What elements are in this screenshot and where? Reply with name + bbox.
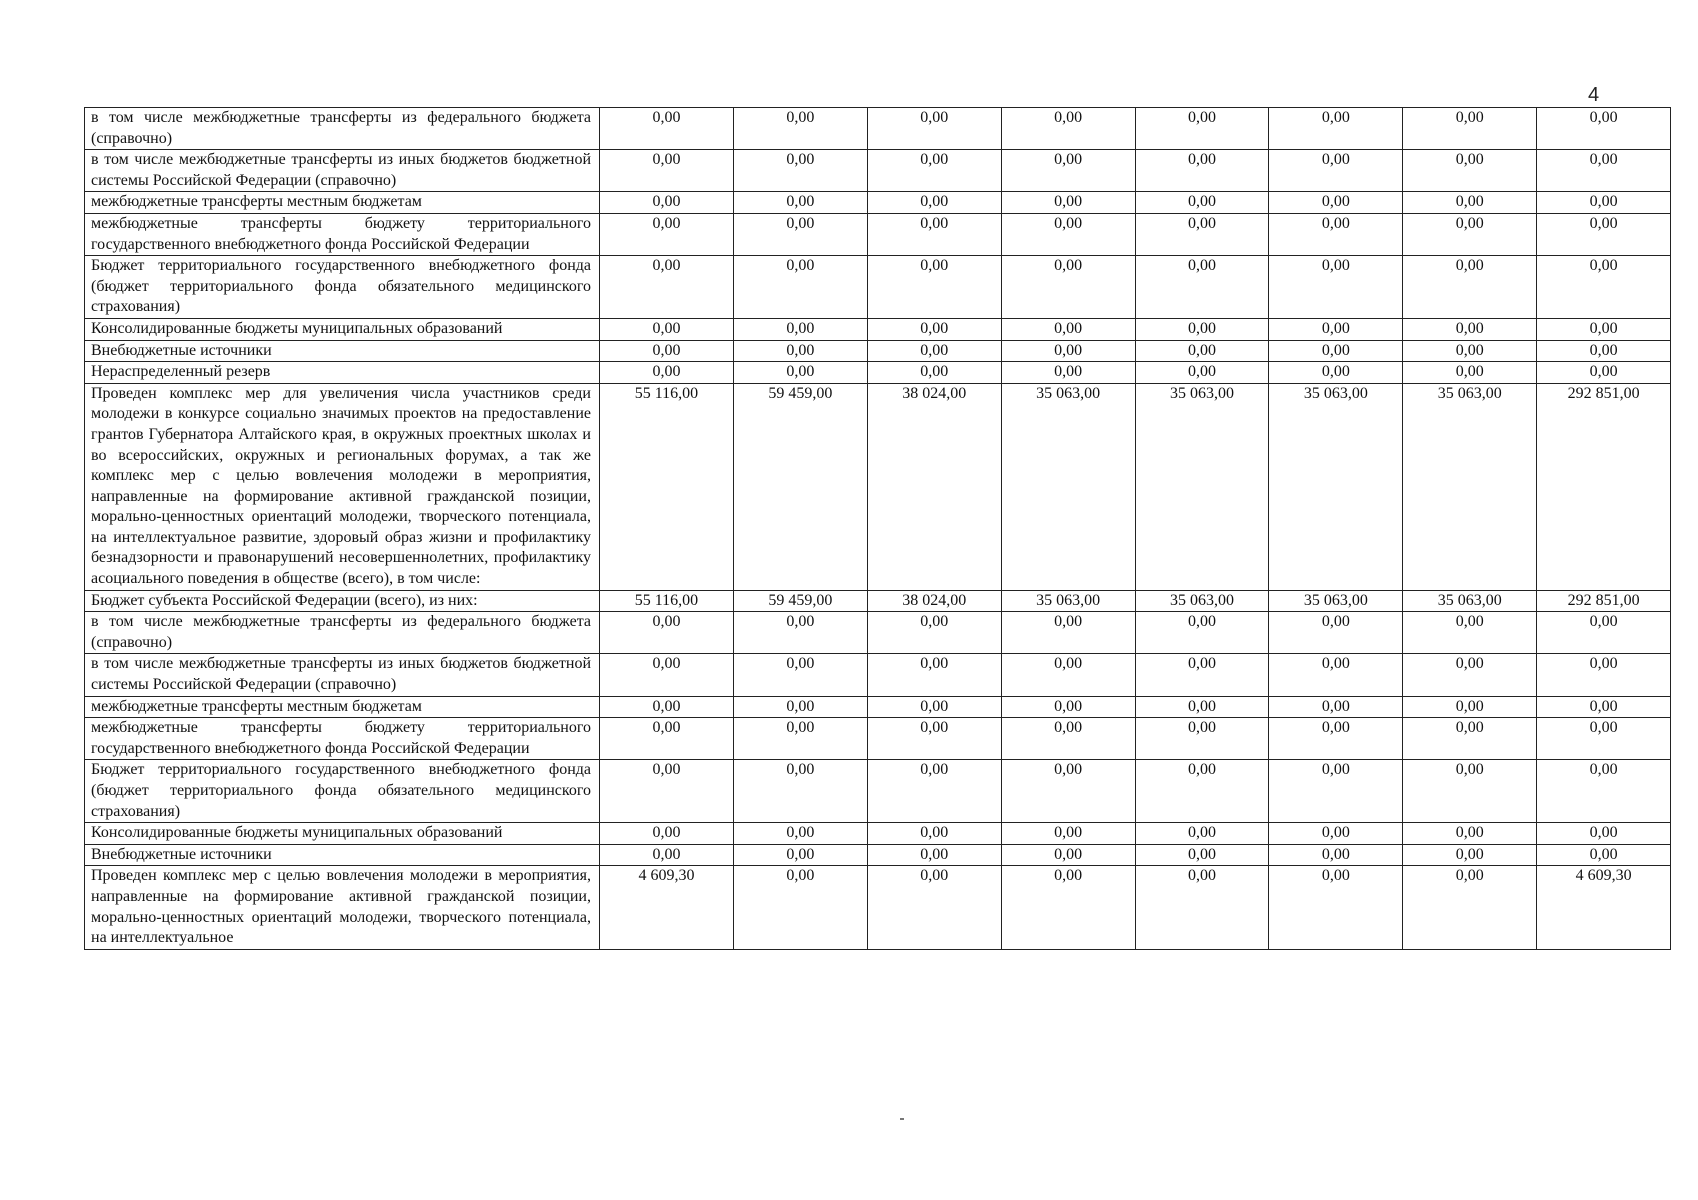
value-cell: 0,00 [600,108,734,150]
value-cell: 0,00 [1001,760,1135,823]
value-cell: 0,00 [867,318,1001,340]
value-cell: 0,00 [1269,340,1403,362]
row-label: Проведен комплекс мер для увеличения числа участников среди молодежи в конкурсе социально значимых проектов на предоставление грантов Губернатора Алтайского края, в окружных проектных школах и во всероссийских, окружных и региональных форумах, а так же комплекс мер с целью вовлечения молодежи в мероприятия, направленные на формирование активной гражданской позиции, морально-ценностных ориентаций молодежи, творческого потенциала, на интеллектуальное развитие, здоровый образ жизни и профилактику безнадзорности и правонарушений несовершеннолетних, профилактику асоциального поведения в обществе (всего), в том числе: [85,383,600,590]
value-cell: 0,00 [600,823,734,845]
table-row [85,866,1671,949]
value-cell: 0,00 [1135,318,1269,340]
value-cell: 0,00 [1001,340,1135,362]
value-cell: 35 063,00 [1001,383,1135,590]
value-cell: 59 459,00 [733,383,867,590]
value-cell: 0,00 [1135,150,1269,192]
value-cell: 0,00 [1269,823,1403,845]
row-label: Консолидированные бюджеты муниципальных образований [85,318,600,340]
value-cell: 0,00 [1001,696,1135,718]
value-cell: 0,00 [1001,108,1135,150]
value-cell: 0,00 [1403,823,1537,845]
row-label: Бюджет территориального государственного внебюджетного фонда (бюджет территориального фонда обязательного медицинского страхования) [85,760,600,823]
table-row [85,823,1671,845]
value-cell: 0,00 [1135,844,1269,866]
value-cell: 0,00 [600,256,734,319]
value-cell: 0,00 [733,213,867,255]
value-cell: 35 063,00 [1269,383,1403,590]
row-label: межбюджетные трансферты местным бюджетам [85,696,600,718]
stray-mark [900,1118,904,1120]
value-cell: 0,00 [867,866,1001,949]
value-cell: 292 851,00 [1537,590,1671,612]
value-cell: 0,00 [867,108,1001,150]
value-cell: 0,00 [1001,362,1135,384]
value-cell: 0,00 [600,654,734,696]
value-cell: 0,00 [733,718,867,760]
value-cell: 0,00 [1269,108,1403,150]
value-cell: 0,00 [1537,108,1671,150]
value-cell: 0,00 [733,696,867,718]
value-cell: 0,00 [867,192,1001,214]
value-cell: 0,00 [1001,192,1135,214]
table-row [85,362,1671,384]
value-cell: 0,00 [1403,150,1537,192]
value-cell: 0,00 [1537,844,1671,866]
value-cell: 0,00 [1403,612,1537,654]
value-cell: 0,00 [1269,192,1403,214]
value-cell: 0,00 [867,654,1001,696]
value-cell: 0,00 [600,844,734,866]
value-cell: 0,00 [1537,362,1671,384]
value-cell: 0,00 [867,718,1001,760]
value-cell: 0,00 [733,654,867,696]
value-cell: 0,00 [1537,256,1671,319]
value-cell: 0,00 [1537,213,1671,255]
value-cell: 38 024,00 [867,590,1001,612]
value-cell: 0,00 [1403,256,1537,319]
value-cell: 0,00 [733,318,867,340]
value-cell: 35 063,00 [1269,590,1403,612]
value-cell: 0,00 [1001,844,1135,866]
value-cell: 0,00 [1269,866,1403,949]
value-cell: 59 459,00 [733,590,867,612]
value-cell: 0,00 [1001,318,1135,340]
value-cell: 0,00 [1001,718,1135,760]
value-cell: 0,00 [733,844,867,866]
value-cell: 0,00 [1135,760,1269,823]
table-row [85,256,1671,319]
row-label: Проведен комплекс мер с целью вовлечения молодежи в мероприятия, направленные на формирование активной гражданской позиции, морально-ценностных ориентаций молодежи, творческого потенциала, на интеллектуальное [85,866,600,949]
value-cell: 0,00 [1135,108,1269,150]
value-cell: 0,00 [1001,823,1135,845]
value-cell: 0,00 [1537,760,1671,823]
value-cell: 0,00 [600,612,734,654]
value-cell: 0,00 [1403,844,1537,866]
value-cell: 0,00 [867,760,1001,823]
value-cell: 0,00 [867,696,1001,718]
value-cell: 0,00 [1001,150,1135,192]
value-cell: 0,00 [600,340,734,362]
row-label: Консолидированные бюджеты муниципальных образований [85,823,600,845]
value-cell: 0,00 [733,108,867,150]
row-label: в том числе межбюджетные трансферты из иных бюджетов бюджетной системы Российской Федерации (справочно) [85,654,600,696]
value-cell: 0,00 [1403,213,1537,255]
value-cell: 0,00 [1537,340,1671,362]
value-cell: 0,00 [733,823,867,845]
value-cell: 0,00 [733,340,867,362]
table-row [85,590,1671,612]
value-cell: 0,00 [867,213,1001,255]
value-cell: 0,00 [1403,866,1537,949]
value-cell: 0,00 [867,150,1001,192]
value-cell: 0,00 [1269,318,1403,340]
value-cell: 0,00 [1403,718,1537,760]
row-label: в том числе межбюджетные трансферты из иных бюджетов бюджетной системы Российской Федерации (справочно) [85,150,600,192]
value-cell: 0,00 [1269,362,1403,384]
value-cell: 0,00 [600,696,734,718]
value-cell: 0,00 [1001,256,1135,319]
value-cell: 0,00 [1537,612,1671,654]
value-cell: 0,00 [1403,108,1537,150]
row-label: межбюджетные трансферты бюджету территориального государственного внебюджетного фонда Российской Федерации [85,718,600,760]
value-cell: 35 063,00 [1403,383,1537,590]
value-cell: 0,00 [1001,654,1135,696]
value-cell: 0,00 [1001,213,1135,255]
value-cell: 35 063,00 [1135,590,1269,612]
table-row [85,108,1671,150]
table-row [85,696,1671,718]
table-row [85,318,1671,340]
budget-table-body [85,108,1671,950]
row-label: Бюджет субъекта Российской Федерации (всего), из них: [85,590,600,612]
value-cell: 0,00 [1135,192,1269,214]
row-label: Внебюджетные источники [85,844,600,866]
value-cell: 0,00 [1001,866,1135,949]
value-cell: 0,00 [733,866,867,949]
value-cell: 0,00 [1403,654,1537,696]
value-cell: 0,00 [1135,866,1269,949]
value-cell: 0,00 [600,192,734,214]
value-cell: 0,00 [1269,150,1403,192]
value-cell: 35 063,00 [1001,590,1135,612]
value-cell: 0,00 [733,192,867,214]
value-cell: 0,00 [1537,718,1671,760]
value-cell: 0,00 [600,150,734,192]
value-cell: 0,00 [1135,213,1269,255]
page-number: 4 [1588,84,1600,106]
value-cell: 4 609,30 [1537,866,1671,949]
value-cell: 35 063,00 [1135,383,1269,590]
value-cell: 0,00 [867,362,1001,384]
value-cell: 0,00 [1537,318,1671,340]
value-cell: 0,00 [600,213,734,255]
budget-table [84,107,1671,950]
table-row [85,192,1671,214]
value-cell: 0,00 [1403,318,1537,340]
row-label: Бюджет территориального государственного внебюджетного фонда (бюджет территориального фонда обязательного медицинского страхования) [85,256,600,319]
value-cell: 0,00 [1269,654,1403,696]
value-cell: 0,00 [1135,612,1269,654]
value-cell: 0,00 [733,612,867,654]
value-cell: 0,00 [867,844,1001,866]
table-row [85,612,1671,654]
value-cell: 0,00 [1135,340,1269,362]
value-cell: 0,00 [1269,256,1403,319]
row-label: Нераспределенный резерв [85,362,600,384]
row-label: межбюджетные трансферты бюджету территориального государственного внебюджетного фонда Российской Федерации [85,213,600,255]
value-cell: 0,00 [600,318,734,340]
value-cell: 55 116,00 [600,383,734,590]
value-cell: 0,00 [1001,612,1135,654]
value-cell: 0,00 [1537,823,1671,845]
value-cell: 0,00 [1269,612,1403,654]
value-cell: 0,00 [1537,192,1671,214]
value-cell: 0,00 [733,760,867,823]
value-cell: 0,00 [1403,696,1537,718]
value-cell: 0,00 [1537,150,1671,192]
row-label: в том числе межбюджетные трансферты из федерального бюджета (справочно) [85,108,600,150]
table-row [85,340,1671,362]
value-cell: 0,00 [1269,213,1403,255]
value-cell: 0,00 [867,823,1001,845]
value-cell: 0,00 [733,256,867,319]
value-cell: 0,00 [1403,192,1537,214]
value-cell: 0,00 [1135,696,1269,718]
value-cell: 0,00 [1537,696,1671,718]
table-row [85,654,1671,696]
value-cell: 0,00 [867,340,1001,362]
value-cell: 35 063,00 [1403,590,1537,612]
value-cell: 0,00 [1269,760,1403,823]
value-cell: 0,00 [1403,340,1537,362]
value-cell: 292 851,00 [1537,383,1671,590]
table-row [85,844,1671,866]
value-cell: 0,00 [1135,362,1269,384]
row-label: в том числе межбюджетные трансферты из федерального бюджета (справочно) [85,612,600,654]
value-cell: 0,00 [1537,654,1671,696]
value-cell: 0,00 [1135,256,1269,319]
value-cell: 4 609,30 [600,866,734,949]
value-cell: 0,00 [1135,718,1269,760]
value-cell: 0,00 [1403,760,1537,823]
value-cell: 0,00 [867,612,1001,654]
value-cell: 0,00 [1403,362,1537,384]
table-row [85,150,1671,192]
value-cell: 0,00 [600,362,734,384]
row-label: Внебюджетные источники [85,340,600,362]
value-cell: 0,00 [733,362,867,384]
value-cell: 0,00 [600,718,734,760]
value-cell: 0,00 [1135,654,1269,696]
value-cell: 0,00 [1135,823,1269,845]
value-cell: 0,00 [733,150,867,192]
table-row [85,383,1671,590]
table-row [85,760,1671,823]
value-cell: 0,00 [1269,844,1403,866]
value-cell: 0,00 [600,760,734,823]
row-label: межбюджетные трансферты местным бюджетам [85,192,600,214]
value-cell: 0,00 [1269,718,1403,760]
table-row [85,718,1671,760]
value-cell: 0,00 [1269,696,1403,718]
table-row [85,213,1671,255]
value-cell: 0,00 [867,256,1001,319]
value-cell: 38 024,00 [867,383,1001,590]
value-cell: 55 116,00 [600,590,734,612]
